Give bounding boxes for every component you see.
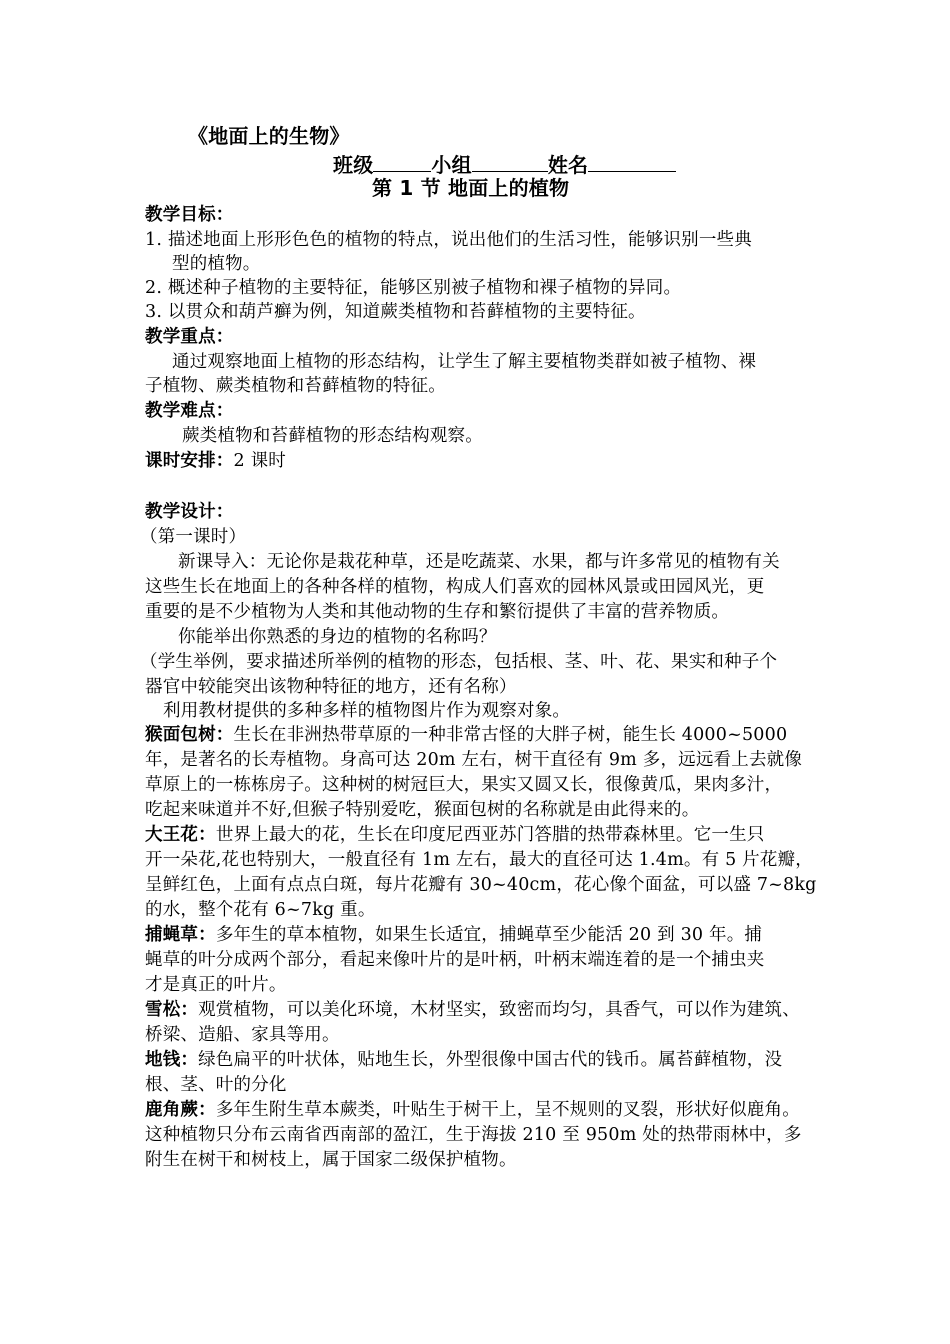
objective-1-line-2: 型的植物。 (172, 254, 261, 274)
objectives-heading: 教学目标： (145, 205, 234, 225)
plant-staghorn-line-2: 这种植物只分布云南省西南部的盈江，生于海拔 210 至 950m 处的热带雨林中，多 (145, 1125, 802, 1145)
class-blank[interactable] (373, 151, 431, 172)
intro-question: 你能举出你熟悉的身边的植物的名称吗？ (178, 627, 497, 647)
class-label: 班级 (333, 153, 374, 177)
schedule-text: 2 课时 (233, 451, 286, 471)
plant-cedar-name: 雪松： (145, 1000, 199, 1020)
plant-flytrap-line-1 (145, 923, 762, 947)
plant-liverwort-line-2: 根、茎、叶的分化 (145, 1075, 287, 1095)
plant-baobab-line-3: 草原上的一栋栋房子。这种树的树冠巨大，果实又圆又长，很像黄瓜，果肉多汁， (145, 775, 783, 795)
section-title: 第 1 节 地面上的植物 (372, 176, 570, 200)
student-info-line (333, 151, 676, 177)
key-points-heading: 教学重点： (145, 327, 234, 347)
plant-liverwort-text: 绿色扁平的叶状体，贴地生长，外型很像中国古代的钱币。属苔藓植物，没 (198, 1050, 783, 1070)
material-note: 利用教材提供的多种多样的植物图片作为观察对象。 (163, 701, 571, 721)
plant-rafflesia-name: 大王花： (145, 825, 216, 845)
plant-cedar-line-2: 桥梁、造船、家具等用。 (145, 1025, 340, 1045)
plant-cedar-text: 观赏植物，可以美化环境，木材坚实，致密而均匀，具香气，可以作为建筑、 (198, 1000, 800, 1020)
plant-baobab-line-2: 年，是著名的长寿植物。身高可达 20m 左右，树干直径有 9m 多，远远看上去就像 (145, 750, 803, 770)
schedule-line (145, 449, 286, 473)
plant-liverwort-line-1 (145, 1048, 782, 1072)
plant-staghorn-line-3: 附生在树干和树枝上，属于国家二级保护植物。 (145, 1150, 517, 1170)
plant-flytrap-name: 捕蝇草： (145, 925, 216, 945)
group-label: 小组 (431, 153, 472, 177)
plant-baobab-line-4: 吃起来味道并不好,但猴子特别爱吃，猴面包树的名称就是由此得来的。 (145, 800, 700, 820)
plant-flytrap-line-2: 蝇草的叶分成两个部分，看起来像叶片的是叶柄，叶柄末端连着的是一个捕虫夹 (145, 950, 765, 970)
intro-line-1: 新课导入：无论你是栽花种草，还是吃蔬菜、水果，都与许多常见的植物有关 (178, 552, 780, 572)
plant-cedar-line-1 (145, 998, 800, 1022)
plant-rafflesia-text: 世界上最大的花，生长在印度尼西亚苏门答腊的热带森林里。它一生只 (215, 825, 765, 845)
student-note-line-1: （学生举例，要求描述所举例的植物的形态，包括根、茎、叶、花、果实和种子个 (140, 652, 778, 672)
plant-baobab-name: 猴面包树： (145, 725, 234, 745)
design-heading: 教学设计： (145, 502, 234, 522)
name-blank[interactable] (588, 151, 676, 172)
plant-rafflesia-line-4: 的水，整个花有 6~7kg 重。 (145, 900, 376, 920)
plant-rafflesia-line-1 (145, 823, 765, 847)
difficulties-heading: 教学难点： (145, 401, 234, 421)
intro-line-3: 重要的是不少植物为人类和其他动物的生存和繁衍提供了丰富的营养物质。 (145, 602, 730, 622)
key-points-line-1: 通过观察地面上植物的形态结构，让学生了解主要植物类群如被子植物、裸 (172, 352, 757, 372)
plant-baobab-text: 生长在非洲热带草原的一种非常古怪的大胖子树，能生长 4000~5000 (233, 725, 788, 745)
objective-2: 2. 概述种子植物的主要特征，能够区别被子植物和裸子植物的异同。 (145, 278, 682, 298)
plant-staghorn-text: 多年生附生草本蕨类，叶贴生于树干上，呈不规则的叉裂，形状好似鹿角。 (215, 1100, 800, 1120)
student-note-line-2: 器官中较能突出该物种特征的地方，还有名称） (145, 677, 517, 697)
objective-1-line-1: 1. 描述地面上形形色色的植物的特点，说出他们的生活习性，能够识别一些典 (145, 230, 752, 250)
plant-rafflesia-line-2: 开一朵花,花也特别大，一般直径有 1m 左右，最大的直径可达 1.4m。有 5 片花瓣， (145, 850, 813, 870)
plant-staghorn-line-1 (145, 1098, 800, 1122)
plant-liverwort-name: 地钱： (145, 1050, 199, 1070)
schedule-heading: 课时安排： (145, 451, 234, 471)
intro-line-2: 这些生长在地面上的各种各样的植物，构成人们喜欢的园林风景或田园风光，更 (145, 577, 765, 597)
plant-staghorn-name: 鹿角蕨： (145, 1100, 216, 1120)
document-title: 《地面上的生物》 (188, 124, 350, 148)
design-period: （第一课时） (140, 527, 247, 547)
plant-rafflesia-line-3: 呈鲜红色，上面有点点白斑，每片花瓣有 30~40cm，花心像个面盆，可以盛 7~8kg (145, 875, 817, 895)
group-blank[interactable] (472, 151, 548, 172)
plant-flytrap-line-3: 才是真正的叶片。 (145, 975, 287, 995)
plant-baobab-line-1 (145, 723, 787, 747)
difficulties-text: 蕨类植物和苔藓植物的形态结构观察。 (182, 426, 483, 446)
objective-3: 3. 以贯众和葫芦癣为例，知道蕨类植物和苔藓植物的主要特征。 (145, 302, 646, 322)
key-points-line-2: 子植物、蕨类植物和苔藓植物的特征。 (145, 376, 446, 396)
name-label: 姓名 (547, 153, 589, 177)
plant-flytrap-text: 多年生的草本植物，如果生长适宜，捕蝇草至少能活 20 到 30 年。捕 (215, 925, 763, 945)
